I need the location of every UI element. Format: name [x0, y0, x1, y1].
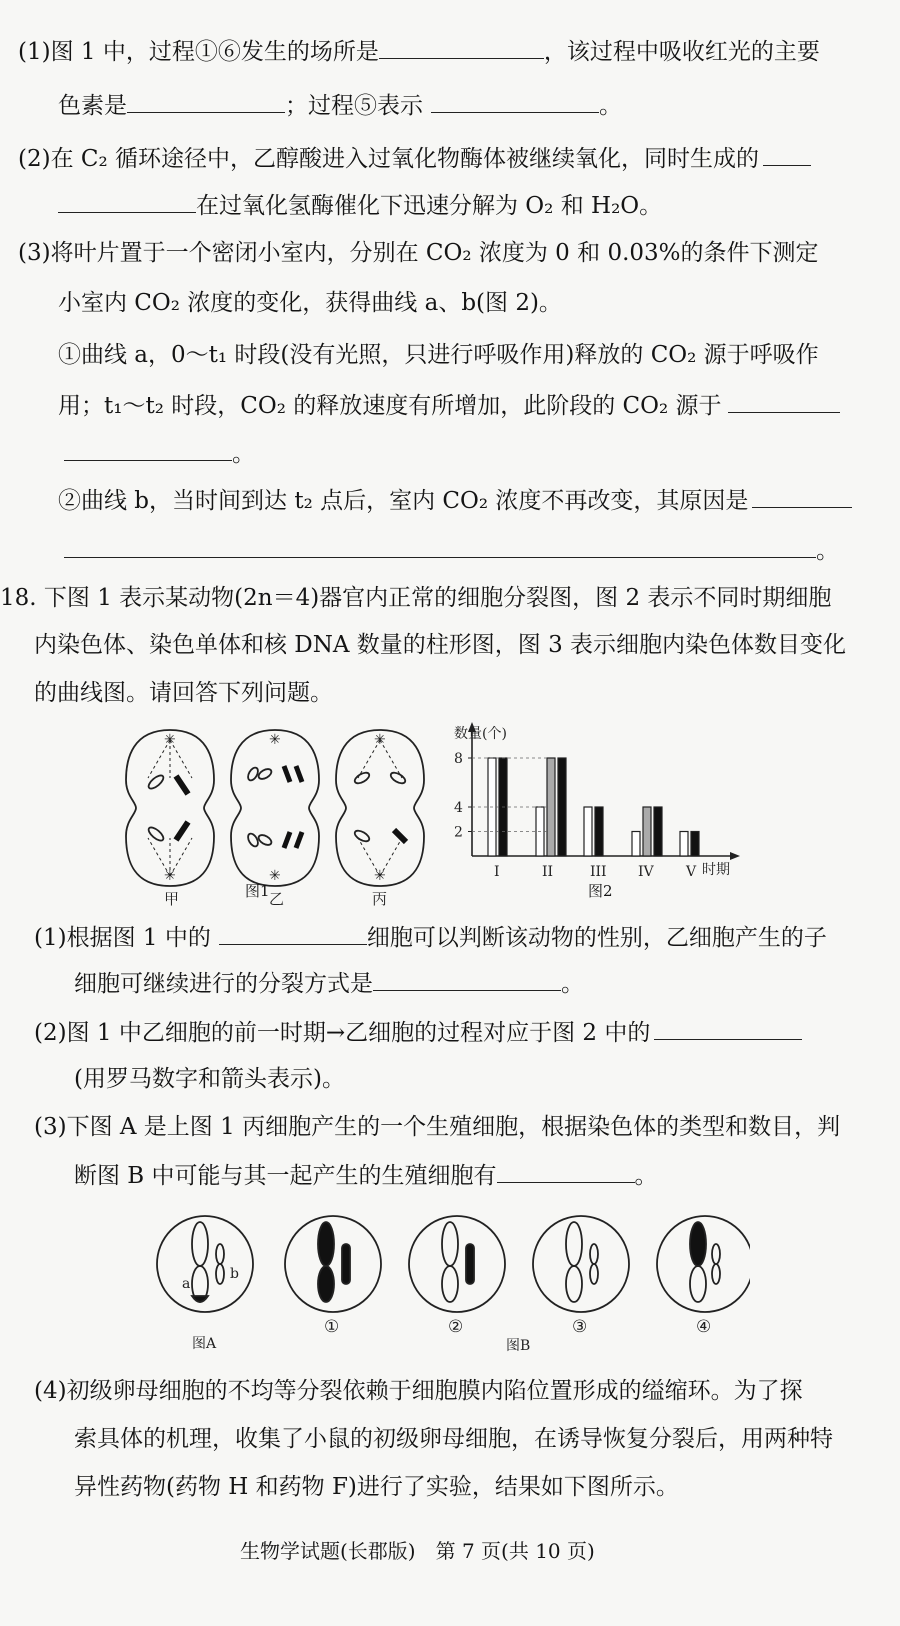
figure-a-b [150, 1208, 750, 1358]
cell-4 [657, 1216, 750, 1312]
answer-blank[interactable] [64, 438, 232, 461]
cell-4-label: ④ [696, 1317, 712, 1337]
answer-blank[interactable] [64, 535, 816, 558]
cell-3 [533, 1216, 629, 1312]
q18-part3-line1: (3)下图 A 是上图 1 丙细胞产生的一个生殖细胞，根据染色体的类型和数目，判 [34, 1114, 841, 1140]
q17-part1-line1: (1)图 1 中，过程①⑥发生的场所是 ，该过程中吸收红光的主要 [18, 36, 820, 67]
answer-blank[interactable] [373, 968, 561, 991]
cell-1-label: ① [324, 1317, 340, 1337]
bar-II-s2 [547, 758, 555, 856]
q17-part2-line1: (2)在 C₂ 循环途径中，乙醇酸进入过氧化物酶体被继续氧化，同时生成的 [18, 143, 811, 174]
x-axis-arrow [730, 852, 740, 860]
q17-part1-line2: 色素是 ；过程⑤表示 。 [58, 90, 622, 121]
figure-1-caption: 图1 [245, 882, 270, 900]
cell-bing [336, 730, 424, 886]
y-tick-label: 4 [454, 800, 463, 816]
x-tick-label: I [494, 864, 500, 880]
q17-part3-line5: 。 [64, 438, 255, 469]
caption-b: 图B [506, 1338, 531, 1354]
svg-text:✳: ✳ [374, 868, 386, 884]
q17-part2-line2: 在过氧化氢酶催化下迅速分解为 O₂ 和 H₂O。 [58, 190, 662, 221]
q17-part3-line4: 用；t₁～t₂ 时段，CO₂ 的释放速度有所增加，此阶段的 CO₂ 源于 [58, 390, 840, 421]
answer-blank[interactable] [763, 143, 811, 166]
q17-part3-line2: 小室内 CO₂ 浓度的变化，获得曲线 a、b(图 2)。 [58, 290, 562, 316]
q18-part2-line1: (2)图 1 中乙细胞的前一时期→乙细胞的过程对应于图 2 中的 [34, 1017, 802, 1048]
q18-stem-line3: 的曲线图。请回答下列问题。 [34, 680, 333, 706]
answer-blank[interactable] [654, 1017, 802, 1040]
cell-a [157, 1216, 253, 1312]
label-bing: 丙 [372, 890, 388, 908]
figure-2-caption: 图2 [588, 882, 613, 900]
answer-blank[interactable] [497, 1160, 635, 1183]
bar-IV-s1 [632, 832, 640, 857]
y-tick-label: 8 [454, 751, 463, 767]
q18-part1-line2: 细胞可继续进行的分裂方式是 。 [74, 968, 584, 999]
bar-IV-s2 [643, 807, 651, 856]
cell-3-label: ③ [572, 1317, 588, 1337]
bar-II-s3 [558, 758, 566, 856]
bar-III-s1 [584, 807, 592, 856]
q17-part3-line3: ①曲线 a，0～t₁ 时段(没有光照，只进行呼吸作用)释放的 CO₂ 源于呼吸作 [58, 342, 819, 368]
q18-part4-line1: (4)初级卵母细胞的不均等分裂依赖于细胞膜内陷位置形成的缢缩环。为了探 [34, 1378, 803, 1404]
q17-part3-line1: (3)将叶片置于一个密闭小室内，分别在 CO₂ 浓度为 0 和 0.03%的条件下测定 [18, 240, 819, 266]
x-tick-label: II [542, 864, 554, 880]
y-axis-label: 数量(个) [454, 726, 507, 742]
cell-1 [285, 1216, 381, 1312]
q18-stem-line2: 内染色体、染色单体和核 DNA 数量的柱形图，图 3 表示细胞内染色体数目变化 [34, 632, 847, 658]
q18-part2-line2: (用罗马数字和箭头表示)。 [74, 1066, 345, 1092]
answer-blank[interactable] [379, 36, 544, 59]
answer-blank[interactable] [219, 922, 367, 945]
q17-part3-line7: 。 [64, 535, 839, 566]
caption-a: 图A [192, 1336, 217, 1352]
q18-part3-line2: 断图 B 中可能与其一起产生的生殖细胞有 。 [74, 1160, 658, 1191]
cell-yi [231, 730, 319, 886]
q18-part4-line3: 异性药物(药物 H 和药物 F)进行了实验，结果如下图所示。 [74, 1474, 679, 1500]
answer-blank[interactable] [752, 485, 852, 508]
x-tick-label: III [590, 864, 607, 880]
label-jia: 甲 [164, 890, 180, 908]
svg-text:✳: ✳ [269, 868, 281, 884]
x-tick-label: IV [638, 864, 654, 880]
label-a: a [182, 1276, 191, 1292]
svg-text:✳: ✳ [269, 732, 281, 748]
bar-III-s3 [595, 807, 603, 856]
bar-IV-s3 [654, 807, 662, 856]
x-tick-label: V [686, 864, 697, 880]
bar-V-s3 [691, 832, 699, 857]
q18-part4-line2: 索具体的机理，收集了小鼠的初级卵母细胞，在诱导恢复分裂后，用两种特 [74, 1426, 833, 1452]
figure-1 [118, 718, 428, 908]
label-yi: 乙 [269, 890, 285, 908]
page-footer: 生物学试题(长郡版) 第 7 页(共 10 页) [240, 1539, 595, 1563]
svg-text:✳: ✳ [374, 732, 386, 748]
answer-blank[interactable] [127, 90, 285, 113]
bar-V-s1 [680, 832, 688, 857]
x-axis-label: 时期 [702, 862, 730, 878]
answer-blank[interactable] [58, 190, 196, 213]
cell-2-label: ② [448, 1317, 464, 1337]
y-tick-label: 2 [454, 824, 463, 841]
label-b: b [230, 1266, 239, 1282]
cell-2 [409, 1216, 505, 1312]
q18-stem-line1: 18. 下图 1 表示某动物(2n＝4)器官内正常的细胞分裂图，图 2 表示不同时期细胞 [0, 585, 832, 611]
cell-jia [126, 730, 214, 886]
answer-blank[interactable] [431, 90, 599, 113]
answer-blank[interactable] [728, 390, 840, 413]
q18-part1-line1: (1)根据图 1 中的 细胞可以判断该动物的性别，乙细胞产生的子 [34, 922, 827, 953]
q17-part3-line6: ②曲线 b，当时间到达 t₂ 点后，室内 CO₂ 浓度不再改变，其原因是 [58, 485, 852, 516]
svg-text:✳: ✳ [164, 868, 176, 884]
svg-text:✳: ✳ [164, 732, 176, 748]
